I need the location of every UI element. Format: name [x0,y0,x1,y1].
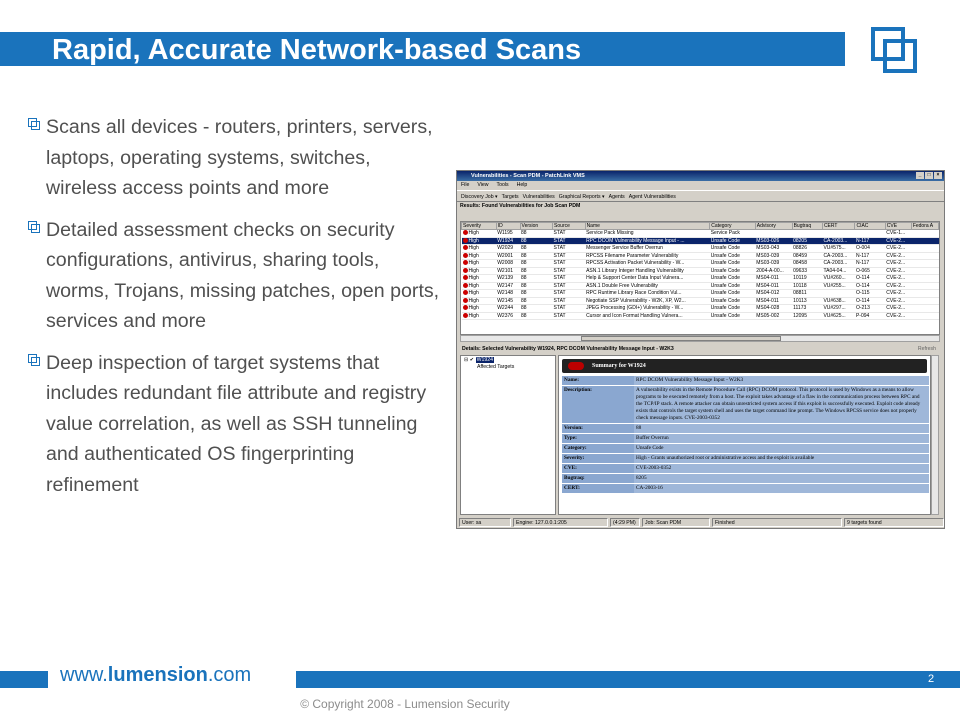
status-targets: 9 targets found [844,518,944,527]
summary-key: CERT: [562,484,634,493]
table-cell [462,267,497,275]
agent-vulnerabilities-button[interactable]: Agent Vulnerabilities [628,194,676,200]
severity-text: High [468,245,479,252]
horizontal-scrollbar[interactable] [460,335,940,342]
column-header[interactable]: Source [553,223,586,230]
window-controls [916,172,942,179]
table-cell [462,252,497,260]
table-cell: O-213 [855,305,885,313]
details-tree [460,355,556,515]
summary-key: CVE: [562,464,634,473]
table-cell: N-117 [855,237,885,245]
table-cell: 88 [520,312,553,320]
table-cell: VU#625... [822,312,855,320]
scan-window [456,170,945,529]
status-job: Job: Scan PDM [642,518,710,527]
table-cell: Unsafe Code [710,260,756,268]
table-cell: MS03-039 [755,260,792,268]
tree-root-label: W1924 [476,357,494,363]
table-cell: W2145 [496,297,520,305]
table-cell: Help & Support Center Data Input Vulnera... [585,275,710,283]
page-title: Rapid, Accurate Network-based Scans [52,34,582,66]
table-cell: CVE-2... [885,312,911,320]
table-cell: CVE-2... [885,297,911,305]
table-cell [911,267,938,275]
severity-text: High [468,237,479,244]
table-cell: Service Pack Missing [585,230,710,238]
table-cell: RPCSS Activation Packet Vulnerability - W... [585,260,710,268]
severity-text: High [468,305,479,312]
table-cell [911,312,938,320]
table-row[interactable] [462,267,939,275]
bullet-list [30,112,445,511]
table-cell: CVE-2... [885,290,911,298]
column-header[interactable]: Name [585,223,710,230]
table-cell: MS05-002 [755,312,792,320]
menu-tools[interactable]: Tools [496,182,509,188]
table-row[interactable] [462,275,939,283]
table-cell: CA-2003... [822,260,855,268]
table-cell: VU#260... [822,275,855,283]
alert-icon [568,362,584,370]
table-cell: Unsafe Code [710,282,756,290]
table-cell: O-115 [855,290,885,298]
bullet-text: Detailed assessment checks on security configurations, antivirus, sharing tools, worms, Trojans, missing patches, open ports, services and more [46,218,440,332]
table-cell [911,305,938,313]
table-cell: CVE-2... [885,275,911,283]
table-cell: CVE-2... [885,260,911,268]
summary-value: RPC DCOM Vulnerability Message Input - W2K3 [634,376,929,385]
severity-icon [463,238,468,243]
summary-value: A vulnerability exists in the Remote Procedure Call (RPC) DCOM protocol. This protocol is used by Windows as a means to allow programs to be executed remotely from a host. The exploit takes advantage of a flaw in the communication process between RPC and the TCP/IP stack. A remote attacker can obtain unrestricted system access if this exploit is successfully executed. Exploit code already exists that controls the target system shell and uses the target command line prompt. The Windows RPCSS service does not properly check message inputs. CVE-2003-0352 [634,386,929,423]
table-cell: TA04-04... [822,267,855,275]
table-cell: 88 [520,290,553,298]
column-header[interactable]: Advisory [755,223,792,230]
vulnerability-table [460,221,940,335]
table-cell: 10119 [792,275,822,283]
summary-row [562,386,929,423]
summary-key: Bugtraq: [562,474,634,483]
column-header[interactable]: Fedora A [911,223,938,230]
window-title-text: Vulnerabilities - Scan PDM - PatchLink VMS [471,173,585,179]
table-cell: W1924 [496,237,520,245]
table-cell [911,297,938,305]
url-prefix: www. [60,664,108,686]
summary-row [562,434,929,443]
table-cell [911,245,938,253]
table-cell: MS03-043 [755,245,792,253]
table-cell: 88 [520,237,553,245]
table-cell: Unsafe Code [710,290,756,298]
tree-node-affected-targets[interactable] [461,364,555,370]
table-row[interactable] [462,245,939,253]
table-cell [822,230,855,238]
table-cell: O-004 [855,245,885,253]
table-cell: Unsafe Code [710,312,756,320]
footer-bar-right [296,671,960,688]
table-cell [911,275,938,283]
table-row[interactable] [462,237,939,245]
table-cell: 88 [520,305,553,313]
table-cell [462,245,497,253]
table-cell [462,297,497,305]
table-cell: RPC DCOM Vulnerability Message Input - ... [585,237,710,245]
close-icon[interactable]: × [934,172,942,179]
table-cell: W2001 [496,252,520,260]
menu-view[interactable]: View [477,182,489,188]
bullet-icon [28,221,40,233]
column-header[interactable]: CIAC [855,223,885,230]
summary-value: CVE-2003-0352 [634,464,929,473]
footer-bar-left [0,671,48,688]
vulnerabilities-button[interactable]: Vulnerabilities [522,194,555,200]
summary-heading [562,359,927,373]
table-cell: O-114 [855,275,885,283]
table-cell: CVE-1... [885,230,911,238]
table-cell [462,237,497,245]
table-cell [911,260,938,268]
severity-text: High [468,297,479,304]
severity-text: High [468,282,479,289]
table-cell: CVE-2... [885,267,911,275]
table-cell: CA-2003... [822,237,855,245]
table-cell: 88 [520,245,553,253]
table-cell: P-094 [855,312,885,320]
table-cell: CVE-2... [885,305,911,313]
summary-panel [558,355,931,515]
table-cell: 11173 [792,305,822,313]
table-body [462,230,939,320]
table-cell: STAT [553,245,586,253]
table-cell: STAT [553,260,586,268]
status-state: Finished [712,518,842,527]
table-cell [462,282,497,290]
table-cell: W2244 [496,305,520,313]
table-cell: MS04-011 [755,297,792,305]
severity-icon [463,253,468,258]
column-header[interactable]: CERT [822,223,855,230]
severity-icon [463,313,468,318]
severity-icon [463,275,468,280]
table-cell: 08459 [792,252,822,260]
table-cell: W1195 [496,230,520,238]
table-cell: VU#638... [822,297,855,305]
bullet-item [30,215,445,337]
footer-url[interactable] [60,664,251,687]
table-cell: W2101 [496,267,520,275]
table-cell: STAT [553,282,586,290]
table-cell: VU#575... [822,245,855,253]
table-cell: CVE-2... [885,237,911,245]
table-cell [911,237,938,245]
table-cell: Unsafe Code [710,252,756,260]
summary-key: Version: [562,424,634,433]
table-cell: 88 [520,297,553,305]
menu-help[interactable]: Help [516,182,528,188]
table-cell: ASN.1 Double Free Vulnerability [585,282,710,290]
table-cell: 2004-A-00... [755,267,792,275]
severity-text: High [468,290,479,297]
status-time: (4:29 PM) [610,518,640,527]
severity-text: High [468,275,479,282]
agents-button[interactable]: Agents [608,194,625,200]
table-cell: STAT [553,312,586,320]
table-cell: STAT [553,230,586,238]
details-label: Details: Selected Vulnerability W1924, RPC DCOM Vulnerability Message Input - W2K3 [462,346,674,352]
table-cell: 08811 [792,290,822,298]
severity-text: High [468,267,479,274]
bullet-item [30,112,445,204]
table-cell [755,230,792,238]
summary-key: Description: [562,386,634,423]
minimize-icon[interactable]: _ [916,172,924,179]
tree-child-label: Affected Targets [477,364,515,370]
bullet-icon [28,118,40,130]
table-row[interactable] [462,297,939,305]
table-cell: STAT [553,237,586,245]
lumension-logo-icon [871,27,917,73]
toolbar [457,190,944,202]
summary-value: High - Grants unauthorized root or administrative access and the exploit is available [634,454,929,463]
table-row[interactable] [462,230,939,238]
table-cell: W2008 [496,260,520,268]
table-cell: STAT [553,275,586,283]
severity-icon [463,230,468,235]
severity-text: High [468,260,479,267]
table-cell: 12095 [792,312,822,320]
column-header[interactable]: Severity [462,223,497,230]
refresh-button[interactable]: Refresh [917,346,936,352]
table-cell: 09633 [792,267,822,275]
severity-icon [463,283,468,288]
table-row[interactable] [462,312,939,320]
url-suffix: .com [207,664,252,686]
table-cell [911,252,938,260]
summary-value: 88 [634,424,929,433]
table-cell: STAT [553,290,586,298]
summary-row [562,424,929,433]
menu-bar [457,181,944,190]
table-cell: 88 [520,260,553,268]
table-cell [911,282,938,290]
summary-value: CA-2003-16 [634,484,929,493]
table-cell: W2029 [496,245,520,253]
table-cell [462,312,497,320]
severity-icon [463,245,468,250]
maximize-icon[interactable]: □ [925,172,933,179]
table-row[interactable] [462,282,939,290]
severity-icon [463,298,468,303]
table-cell: MS04-011 [755,275,792,283]
results-label: Results: Found Vulnerabilities for Job Scan PDM [457,202,944,210]
summary-row [562,474,929,483]
severity-text: High [468,252,479,259]
severity-text: High [468,312,479,319]
table-cell: ASN.1 Library Integer Handling Vulnerability [585,267,710,275]
tree-node-root[interactable]: ⊟ ✔ W1924 [464,357,494,363]
url-brand: lumension [107,664,208,686]
summary-row [562,376,929,385]
discovery-job-button[interactable]: Discovery Job ▾ [461,194,498,200]
menu-file[interactable]: File [461,182,470,188]
table-cell [462,275,497,283]
table-cell: 08458 [792,260,822,268]
table-cell [911,230,938,238]
table-cell: O-114 [855,297,885,305]
table-row[interactable] [462,290,939,298]
window-title [457,171,944,181]
table-cell: VU#297... [822,305,855,313]
table-cell: CVE-2... [885,252,911,260]
severity-icon [463,268,468,273]
table-cell: RPC Runtime Library Race Condition Vul... [585,290,710,298]
graphical-reports-button[interactable]: Graphical Reports ▾ [558,194,605,200]
table-cell: STAT [553,305,586,313]
summary-row [562,484,929,493]
status-engine: Engine: 127.0.0.1:205 [513,518,608,527]
table-cell: Cursor and Icon Format Handling Vulnera... [585,312,710,320]
table-cell [911,290,938,298]
table-cell: Unsafe Code [710,297,756,305]
table-cell: STAT [553,267,586,275]
table-cell: Messenger Service Buffer Overrun [585,245,710,253]
severity-icon [463,260,468,265]
table-cell: MS04-028 [755,305,792,313]
table-cell: RPCSS Filename Parameter Vulnerability [585,252,710,260]
summary-value: Buffer Overrun [634,434,929,443]
table-cell: CVE-2... [885,282,911,290]
status-bar [457,517,945,528]
table-cell: W2376 [496,312,520,320]
table-cell [855,230,885,238]
column-header[interactable]: Category [710,223,756,230]
table-cell: STAT [553,297,586,305]
table-cell: MS04-011 [755,282,792,290]
table-cell: MS04-012 [755,290,792,298]
summary-key: Category: [562,444,634,453]
table-row[interactable] [462,260,939,268]
status-user: User: sa [459,518,511,527]
summary-key: Type: [562,434,634,443]
bullet-text: Scans all devices - routers, printers, servers, laptops, operating systems, switches, wireless access points and more [46,116,433,199]
table-cell: N-117 [855,252,885,260]
table-cell: 88 [520,282,553,290]
table-cell: VU#255... [822,282,855,290]
table-cell [462,230,497,238]
bullet-item [30,348,445,501]
table-cell: 88 [520,275,553,283]
severity-icon [463,305,468,310]
table-cell: Unsafe Code [710,237,756,245]
table-cell [462,260,497,268]
table-cell: W2139 [496,275,520,283]
table-cell: Negotiate SSP Vulnerability - W2K, XP, W2... [585,297,710,305]
summary-row [562,464,929,473]
table-row[interactable] [462,252,939,260]
severity-text: High [468,230,479,237]
table-cell: 08205 [792,237,822,245]
table-cell: 88 [520,230,553,238]
table-cell: Unsafe Code [710,267,756,275]
table-cell: Unsafe Code [710,275,756,283]
table-cell: JPEG Processing (GDI+) Vulnerability - W... [585,305,710,313]
table-cell: MS03-026 [755,237,792,245]
table-cell: W2148 [496,290,520,298]
table-cell: STAT [553,252,586,260]
column-header[interactable]: CVE [885,223,911,230]
table-header-row [462,223,939,230]
table-cell: MS03-039 [755,252,792,260]
column-header[interactable]: ID [496,223,520,230]
table-cell: 10118 [792,282,822,290]
table-cell: 08826 [792,245,822,253]
summary-row [562,444,929,453]
table-cell: Unsafe Code [710,245,756,253]
table-row[interactable] [462,305,939,313]
targets-button[interactable]: Targets [501,194,519,200]
summary-heading-text: Summary for W1924 [592,363,646,369]
summary-table [562,375,929,494]
table-cell: N-117 [855,260,885,268]
table-cell [822,290,855,298]
bullet-text: Deep inspection of target systems that includes redundant file attribute and registry value correlation, as well as SSH tunneling and authenticated OS fingerprinting refinement [46,351,427,496]
table-cell: CA-2003... [822,252,855,260]
table-cell [462,305,497,313]
table-cell: CVE-2... [885,245,911,253]
vertical-scrollbar[interactable] [931,355,939,515]
summary-value: 8205 [634,474,929,483]
severity-icon [463,290,468,295]
table-cell: O-114 [855,282,885,290]
summary-key: Severity: [562,454,634,463]
table-cell: Service Pack [710,230,756,238]
summary-key: Name: [562,376,634,385]
table-cell: 88 [520,252,553,260]
summary-value: Unsafe Code [634,444,929,453]
table-cell: W2147 [496,282,520,290]
bullet-icon [28,354,40,366]
table-cell [792,230,822,238]
table-cell [462,290,497,298]
column-header[interactable]: Bugtraq [792,223,822,230]
summary-row [562,454,929,463]
scroll-thumb[interactable] [581,336,781,341]
copyright: © Copyright 2008 - Lumension Security [300,697,510,711]
column-header[interactable]: Version [520,223,553,230]
page-number: 2 [928,673,935,685]
table-cell: O-065 [855,267,885,275]
table-cell: Unsafe Code [710,305,756,313]
details-header [460,345,940,354]
table-cell: 88 [520,267,553,275]
table-cell: 10113 [792,297,822,305]
